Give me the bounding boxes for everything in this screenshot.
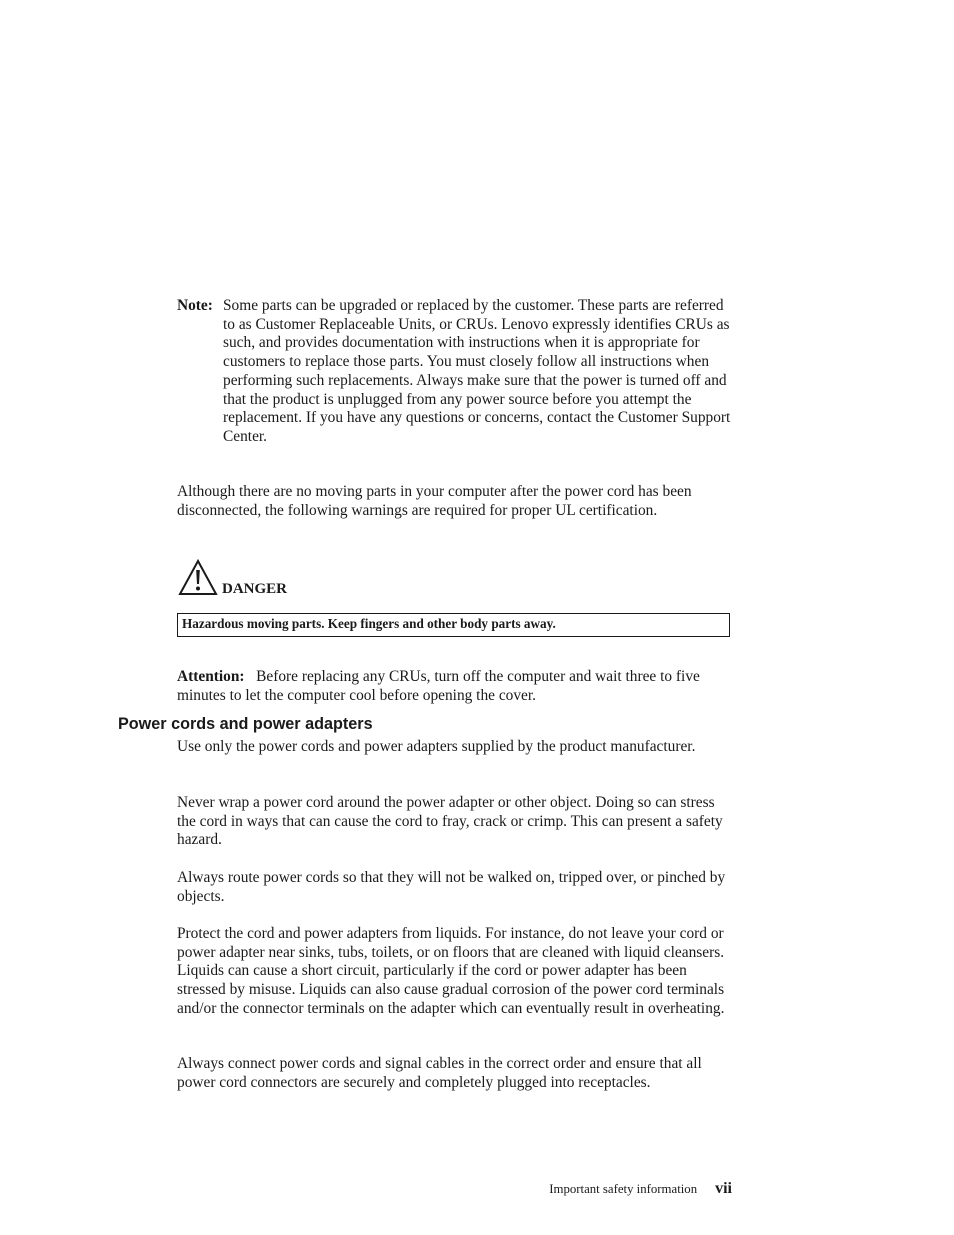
footer-section-title: Important safety information — [549, 1182, 698, 1196]
section-heading: Power cords and power adapters — [118, 715, 373, 733]
moving-parts-paragraph: Although there are no moving parts in your computer after the power cord has been disconnected, the following warnings are required for proper UL certification. — [177, 483, 692, 519]
attention-paragraph — [177, 668, 733, 705]
note-text: Some parts can be upgraded or replaced by the customer. These parts are referred to as Customer Replaceable Units, or CRUs. Lenovo expressly identifies CRUs as such, and provides documentation with instructions when it is appropriate for customers to replace those parts. You must closely follow all instructions when performing such replacements. Always make sure that the power is turned off and that the product is unplugged from any power source before you attempt the replacement. If you have any questions or concerns, contact the Customer Support Center. — [223, 297, 731, 445]
hazard-box — [177, 613, 730, 637]
paragraph-connect-order: Always connect power cords and signal cables in the correct order and ensure that all power cord connectors are securely and completely plugged into receptacles. — [177, 1055, 702, 1091]
paragraph-power-cords-supplied: Use only the power cords and power adapters supplied by the product manufacturer. — [177, 738, 696, 755]
note-label: Note: — [177, 297, 213, 314]
danger-notice — [177, 558, 477, 598]
paragraph-never-wrap: Never wrap a power cord around the power adapter or other object. Doing so can stress the cord in ways that can cause the cord to fray, crack or crimp. This can present a safety hazard. — [177, 794, 723, 849]
note — [177, 297, 733, 447]
warning-triangle-icon — [178, 559, 218, 597]
danger-label: DANGER — [222, 581, 288, 597]
page-number: vii — [715, 1180, 732, 1197]
attention-label: Attention: — [177, 668, 245, 685]
page-footer — [549, 1180, 732, 1198]
paragraph-route-cords: Always route power cords so that they will not be walked on, tripped over, or pinched by objects. — [177, 869, 726, 905]
hazard-text: Hazardous moving parts. Keep fingers and other body parts away. — [182, 616, 556, 631]
attention-text: Before replacing any CRUs, turn off the computer and wait three to five minutes to let the computer cool before opening the cover. — [177, 668, 700, 704]
paragraph-liquids: Protect the cord and power adapters from liquids. For instance, do not leave your cord or power adapter near sinks, tubs, toilets, or on floors that are cleaned with liquid cleansers. Liquids can cause a short circuit, particularly if the cord or power adapter has been stressed by misuse. Liquids can also cause gradual corrosion of the power cord terminals and/or the connector terminals on the adapter which can eventually result in overheating. — [177, 925, 725, 1017]
